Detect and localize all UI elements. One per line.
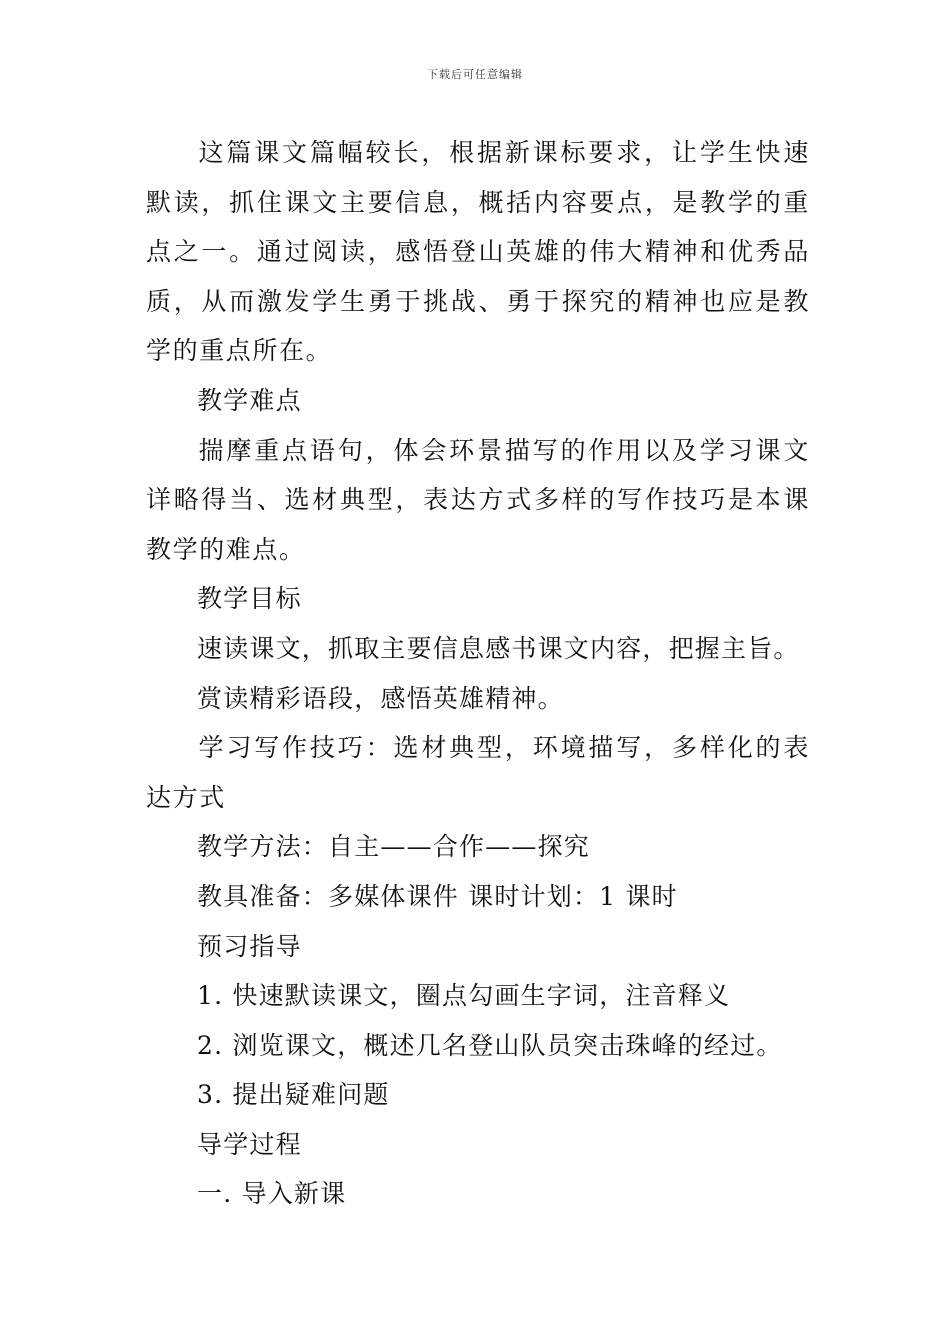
paragraph-difficulty: 揣摩重点语句，体会环景描写的作用以及学习课文详略得当、选材典型，表达方式多样的写作技巧是本课教学的难点。	[146, 435, 810, 564]
process-step-1: 一. 导入新课	[197, 1179, 347, 1209]
preview-item-2: 2. 浏览课文，概述几名登山队员突击珠峰的经过。	[197, 1030, 783, 1060]
goal-item-3: 学习写作技巧：选材典型，环境描写，多样化的表达方式	[146, 733, 810, 812]
preview-item-3: 3. 提出疑难问题	[197, 1080, 390, 1110]
goal-item-2: 赏读精彩语段，感悟英雄精神。	[197, 683, 564, 713]
heading-teaching-difficulty: 教学难点	[197, 385, 302, 415]
heading-teaching-goals: 教学目标	[197, 584, 302, 614]
heading-preview-guide: 预习指导	[197, 931, 302, 961]
document-body	[146, 128, 810, 1219]
heading-guided-process: 导学过程	[197, 1129, 302, 1159]
teaching-method: 教学方法：自主——合作——探究	[197, 832, 591, 862]
page-header-note: 下载后可任意编辑	[427, 68, 523, 81]
goal-item-1: 速读课文，抓取主要信息感书课文内容，把握主旨。	[197, 633, 800, 663]
teaching-tools: 教具准备：多媒体课件 课时计划：1 课时	[197, 881, 678, 911]
paragraph-key-points: 这篇课文篇幅较长，根据新课标要求，让学生快速默读，抓住课文主要信息，概括内容要点，是教学的重点之一。通过阅读，感悟登山英雄的伟大精神和优秀品质，从而激发学生勇于挑战、勇于探究的精神也应是教学的重点所在。	[146, 138, 810, 366]
preview-item-1: 1. 快速默读课文，圈点勾画生字词，注音释义	[197, 981, 731, 1011]
